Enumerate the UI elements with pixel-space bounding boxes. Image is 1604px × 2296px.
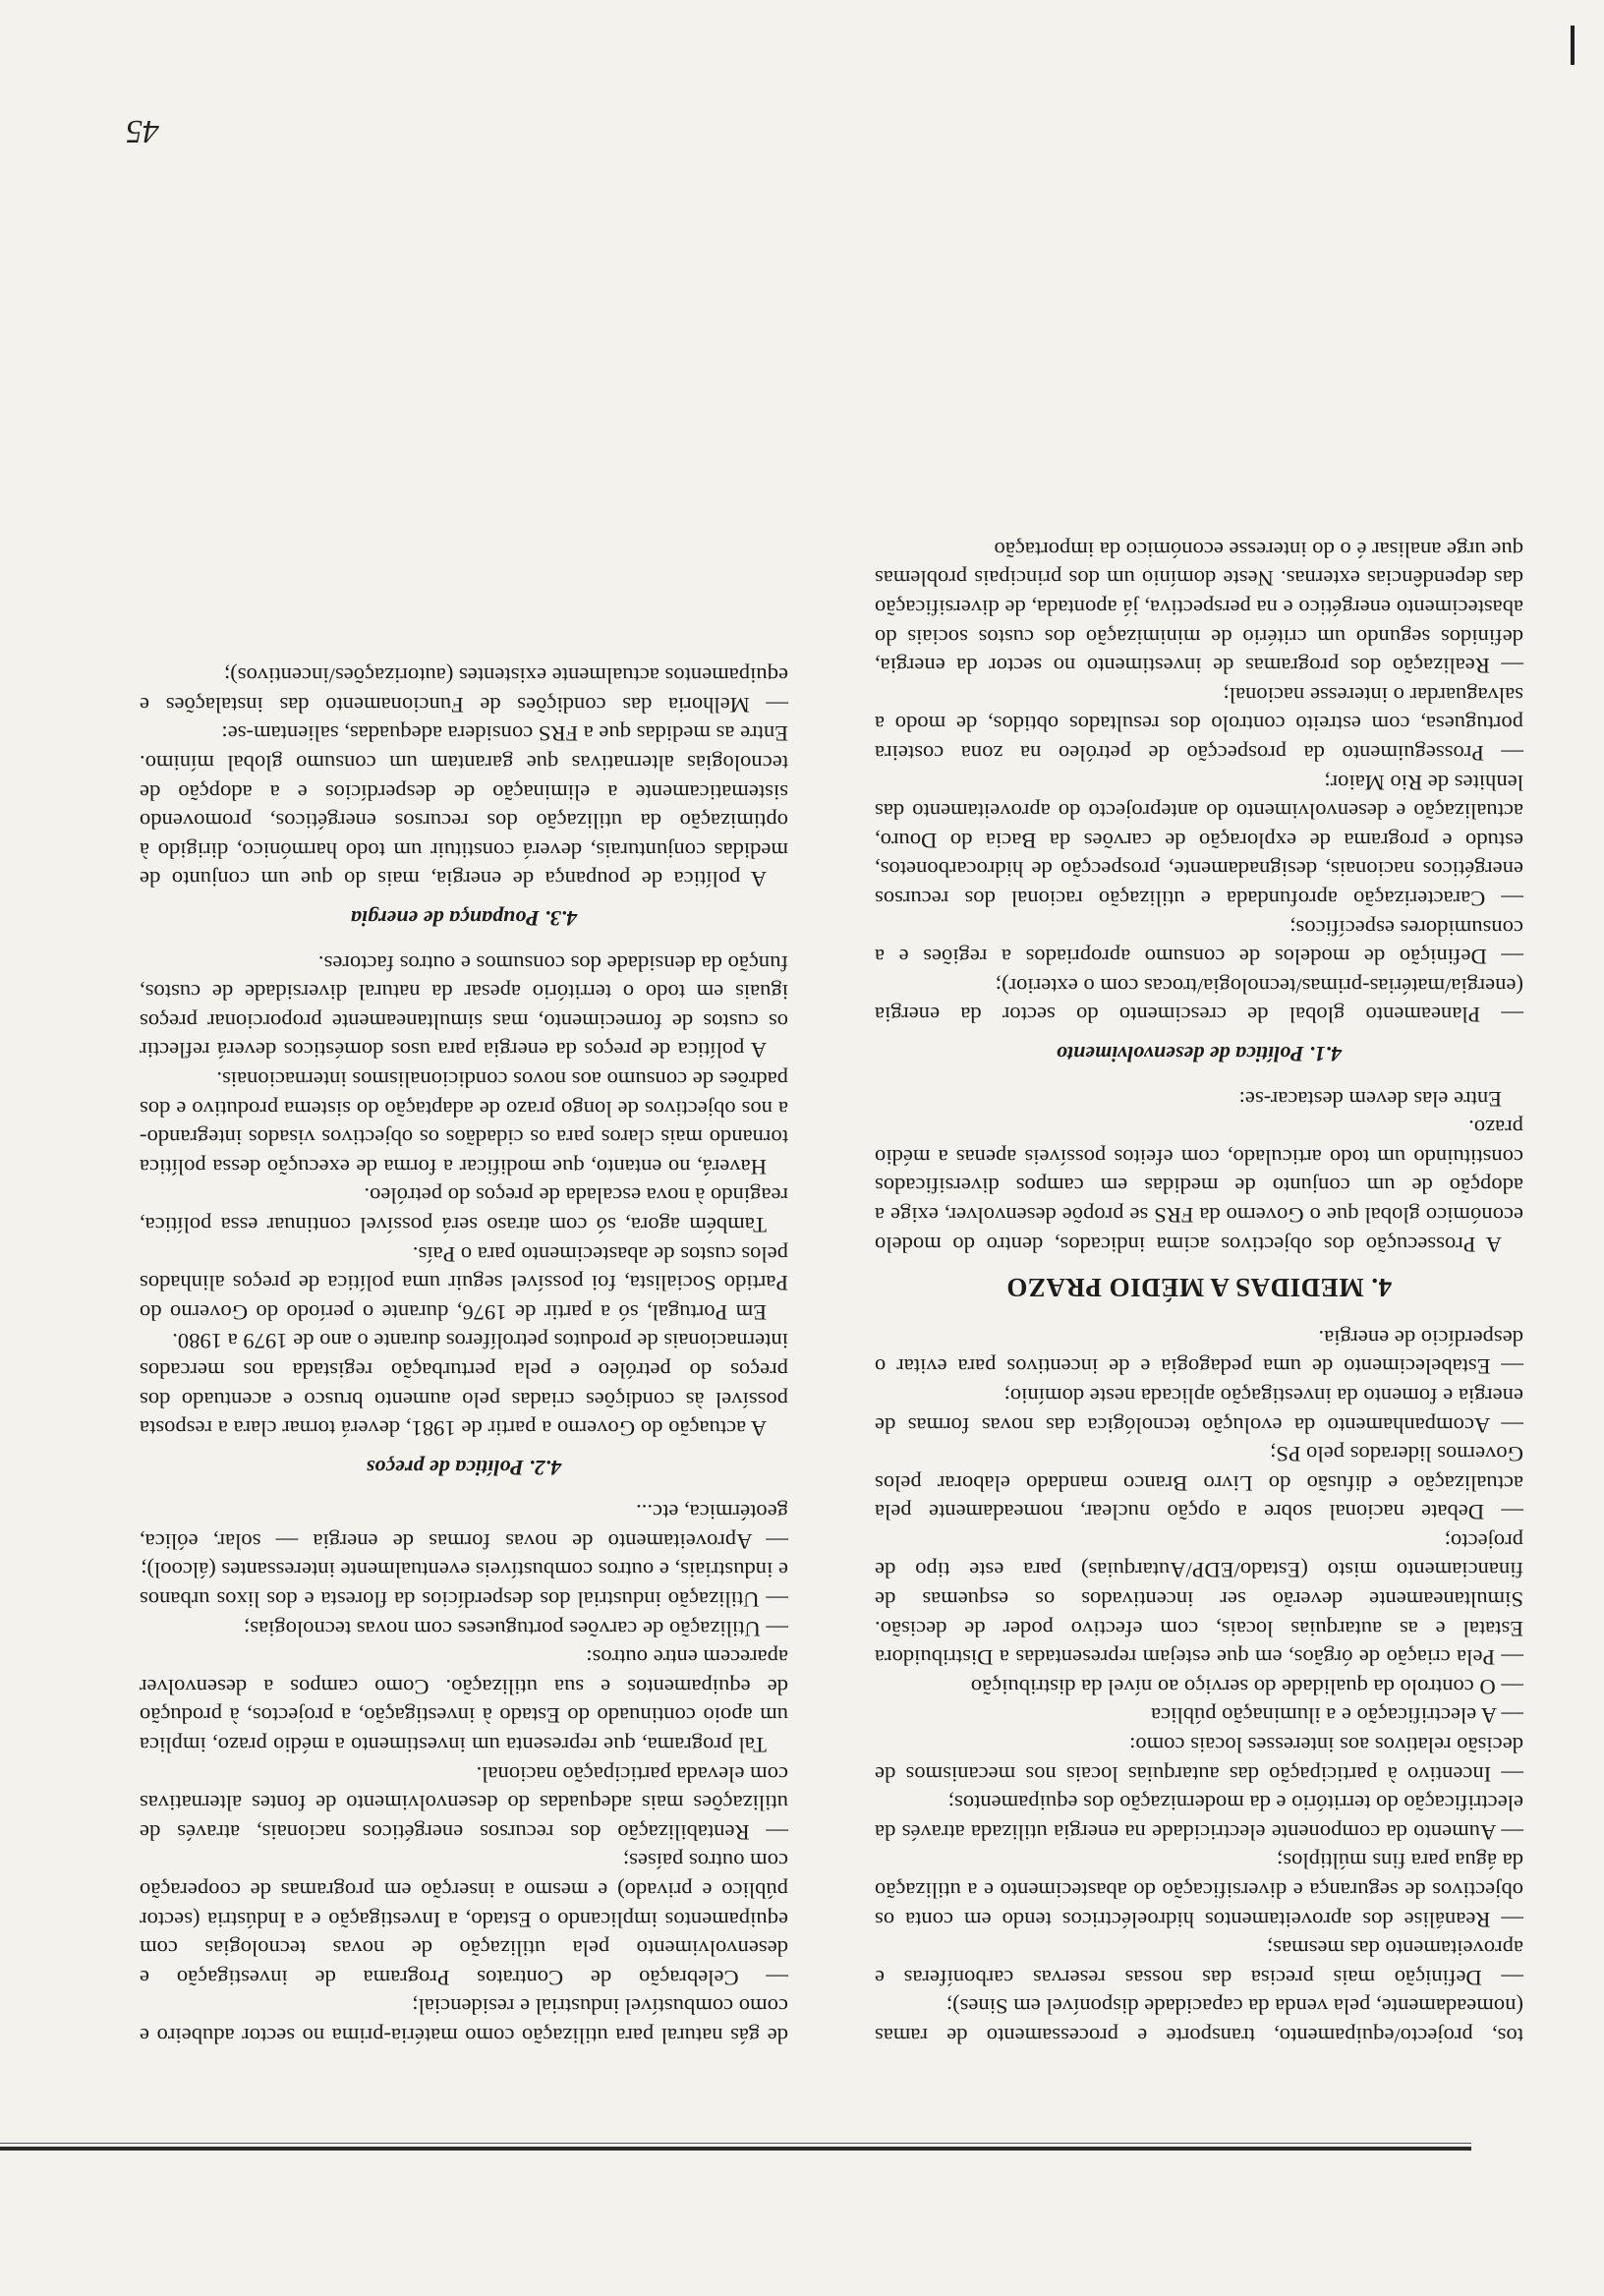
list-item: — Definição de modelos de consumo apropriados a regiões e a consumidores específicos; <box>875 915 1523 970</box>
list-item: — Celebração de Contratos Programa de investigação e desenvolvimento pela utilização de novas tecnologias com equipamentos implicando o Estado, a Investigação e a Indústria (sector público e privado) e mesmo a inserção em programas de cooperação com outros países; <box>140 1849 788 1990</box>
list-item: — Aumento da componente electricidade na energia utilizada através da electrificação do território e da modernização dos equipamentos; <box>875 1791 1523 1845</box>
paragraph: Também agora, só com atraso será possível continuar essa política, reagindo à nova escalada de preços do petróleo. <box>140 1183 788 1237</box>
list-item: — Reanálise dos aproveitamentos hidroeléctricos tendo em conta os objectivos de segurança e diversificação do abastecimento e a utilização da água para fins múltiplos; <box>875 1849 1523 1932</box>
page-number: 45 <box>126 113 159 149</box>
right-column <box>140 661 788 2050</box>
list-item: — O controlo da qualidade do serviço ao nível da distribuição <box>970 1674 1523 1699</box>
top-rule <box>0 2147 1471 2151</box>
paragraph: Haverá, no entanto, que modificar a forma de execução dessa política tornando mais claros para os cidadãos os objectivos visados integrando-a nos objectivos de longo prazo de adaptação do sistema produtivo e dos padrões de consumo aos novos condicionalismos internacionais. <box>140 1067 788 1179</box>
list-item: — Rentabilização dos recursos energéticos nacionais, através de utilizações mais adequadas do desenvolvimento de fontes alternativas com elevada participação nacional. <box>140 1761 788 1845</box>
list-item: — Caracterização aprofundada e utilização racional dos recursos energéticos nacionais, designadamente, prospecção de hidrocarbonetos, estudo e programa de exploração de carvões da Bacia do Douro, actualização e desenvolvimento do anteprojecto do aproveitamento das lenhites de Rio Maior; <box>875 770 1523 912</box>
paragraph: Em Portugal, só a partir de 1976, durante o período do Governo do Partido Socialista, foi possível seguir uma política de preços alinhados pelos custos de abastecimento para o País. <box>140 1241 788 1325</box>
paragraph: Tal programa, que representa um investimento a médio prazo, implica um apoio continuado do Estado à investigação, a projectos, à produção de equipamentos e sua utilização. Como campos a desenvolver aparecem entre outros: <box>140 1645 788 1758</box>
subsection-heading-4-2: 4.2. Política de preços <box>366 1455 562 1480</box>
edge-mark <box>1571 26 1575 65</box>
list-item: — Prosseguimento da prospecção de petróleo na zona costeira portuguesa, com estreito controlo dos resultados obtidos, de modo a salvaguardar o interesse nacional; <box>875 682 1523 767</box>
paragraph: tos, projecto/equipamento, transporte e processamento de ramas (nomeadamente, pela venda da capacidade disponível em Sines); <box>875 1994 1523 2048</box>
paragraph: Entre elas devem destacar-se: <box>1238 1086 1502 1112</box>
list-item: — A electrificação e a iluminação pública <box>1151 1703 1523 1729</box>
paragraph: A política de poupança de energia, mais do que um conjunto de medidas conjunturais, deverá constituir um todo harmónico, dirigido à optimização da utilização dos recursos energéticos, promovendo sistematicamente a eliminação de desperdícios e a adopção de tecnologias alternativas que garantam um consumo global mínimo. Entre as medidas que a FRS considera adequadas, salientam-se: <box>140 721 788 892</box>
section-heading-medidas: 4. MEDIDAS A MÉDIO PRAZO <box>1005 1273 1393 1303</box>
list-item: — Utilização de carvões portugueses com novas tecnologias; <box>244 1616 788 1641</box>
left-column <box>875 535 1523 2050</box>
paragraph: A política de preços da energia para usos domésticos deverá reflectir os custos de fornecimento, mas simultaneamente proporcionar preços iguais em todo o território apesar da natural diversidade de custos, função da densidade dos consumos e outros factores. <box>140 950 788 1063</box>
list-item: — Planeamento global de crescimento do sector da energia (energia/matérias-primas/tecnologia/trocas com o exterior); <box>875 973 1523 1028</box>
list-item: — Pela criação de órgãos, em que estejam representadas a Distribuidora Estatal e as autarquias locais, com efectivo poder de decisão. Simultaneamente deverão ser incentivados os esquemas de financiamento misto (Estado/EDP/Autarquias) para este tipo de projecto; <box>875 1528 1523 1671</box>
list-item: — Melhoria das condições de Funcionamento das instalações e equipamentos actualmente existentes (autorizações/incentivos); <box>140 663 788 718</box>
list-item: — Acompanhamento da evolução tecnológica das novas formas de energia e fomento da investigação aplicada neste domínio; <box>875 1383 1523 1438</box>
paragraph: A actuação do Governo a partir de 1981, deverá tornar clara a resposta possível às condições criadas pelo aumento brusco e acentuado dos preços do petróleo e pela perturbação registada nos mercados internacionais de produtos petrolíferos durante o ano de 1979 a 1980. <box>140 1329 788 1442</box>
list-item: — Estabelecimento de uma pedagogia e de incentivos para evitar o desperdício de energia. <box>875 1325 1523 1380</box>
subsection-heading-4-1: 4.1. Política de desenvolvimento <box>1056 1042 1343 1066</box>
list-item: — Realização dos programas de investimento no sector da energia, definidos segundo um critério de minimização dos custos sociais do abastecimento energético e na perspectiva, já apontada, de diversificação das dependências externas. Neste domínio um dos principais problemas que urge analisar é o do interesse económico da importação <box>875 537 1523 679</box>
list-item: — Aproveitamento de novas formas de energia — solar, eólica, geotérmica, etc... <box>140 1500 788 1554</box>
list-item: — Utilização industrial dos desperdícios da floresta e dos lixos urbanos e industriais, e outros combustíveis eventualmente interessantes (álcool); <box>140 1558 788 1613</box>
list-item: — Incentivo à participação das autarquias locais nos mecanismos de decisão relativos aos interesses locais como: <box>875 1733 1523 1787</box>
paragraph: de gás natural para utilização como matéria-prima no sector adubeiro e como combustível industrial e residencial; <box>140 1994 788 2048</box>
paragraph: A Prossecução dos objectivos acima indicados, dentro do modelo económico global que o Governo da FRS se propõe desenvolver, exige a adopção de um conjunto de medidas em campos diversificados constituindo um todo articulado, com efeitos possíveis apenas a médio prazo. <box>875 1116 1523 1257</box>
subsection-heading-4-3: 4.3. Poupança de energia <box>350 906 578 932</box>
list-item: — Definição mais precisa das nossas reservas carboníferas e aproveitamento das mesmas; <box>875 1936 1523 1990</box>
top-rule-thin <box>0 2143 1471 2144</box>
list-item: — Debate nacional sobre a opção nuclear, nomeadamente pela actualização e difusão do Livro Branco mandado elaborar pelos Governos liderados pelo PS; <box>875 1442 1523 1525</box>
